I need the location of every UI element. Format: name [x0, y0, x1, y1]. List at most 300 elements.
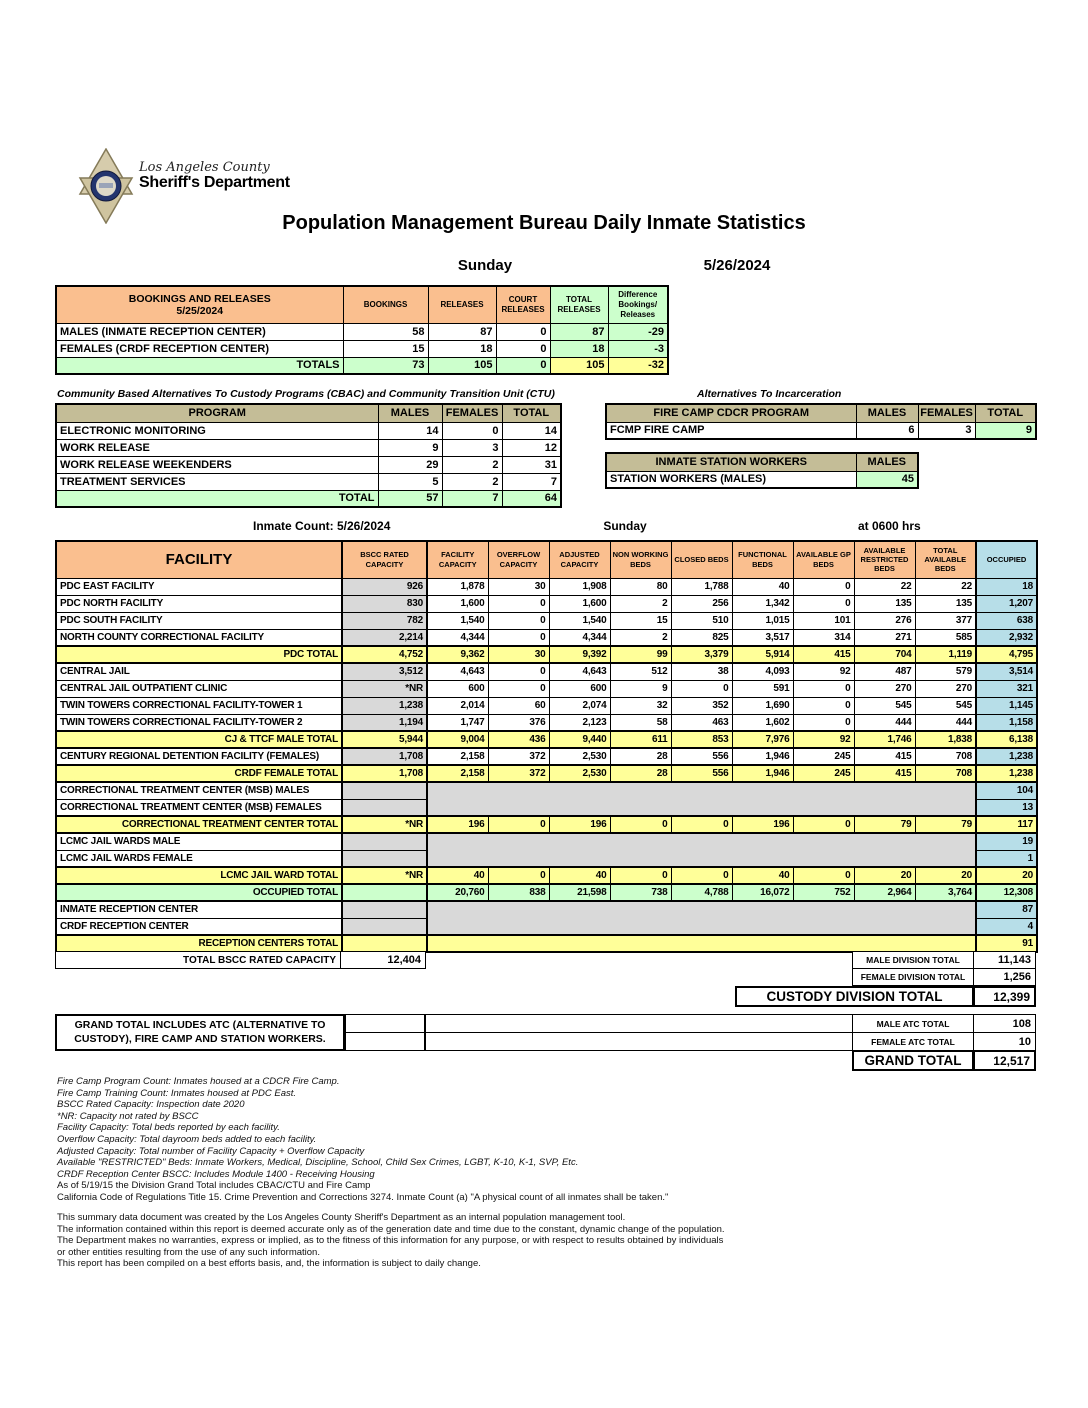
facility-row	[56, 612, 1037, 629]
footnote-line: Adjusted Capacity: Total number of Facility Capacity + Overflow Capacity	[57, 1145, 365, 1157]
bookings-date-line: 5/25/2024	[176, 304, 224, 317]
value-cell: 87	[550, 323, 608, 340]
facility-label: CRDF RECEPTION CENTER	[56, 918, 342, 935]
total-value: 9,392	[549, 646, 610, 663]
value-cell: 1,342	[732, 595, 793, 612]
value-cell: 1,690	[732, 697, 793, 714]
value-cell: 830	[342, 595, 427, 612]
report-date: 5/26/2024	[703, 257, 771, 274]
value-cell: 377	[915, 612, 976, 629]
facility-row	[56, 748, 1037, 765]
total-value: 0	[488, 867, 549, 884]
merged-empty-cell	[427, 901, 976, 935]
value-cell: 14	[502, 422, 561, 439]
total-value: 28	[610, 765, 671, 782]
facility-label: CENTRAL JAIL OUTPATIENT CLINIC	[56, 680, 342, 697]
col-header-males: MALES	[856, 453, 918, 471]
total-value: 1,119	[915, 646, 976, 663]
value-cell: 2,214	[342, 629, 427, 646]
total-value: 57	[378, 490, 442, 507]
col-header-occupied: OCCUPIED	[976, 541, 1037, 578]
female-atc-total-label: FEMALE ATC TOTAL	[852, 1032, 974, 1051]
footnote-line: Fire Camp Program Count: Inmates housed at a CDCR Fire Camp.	[57, 1076, 340, 1087]
value-cell: 31	[502, 456, 561, 473]
value-cell: 101	[793, 612, 854, 629]
value-cell: 29	[378, 456, 442, 473]
value-cell: 30	[488, 578, 549, 595]
total-value: 5,914	[732, 646, 793, 663]
station-workers-table	[605, 452, 919, 489]
cbac-row	[56, 422, 561, 439]
value-cell: 0	[488, 629, 549, 646]
total-value: 1,238	[976, 765, 1037, 782]
col-header-station-workers: INMATE STATION WORKERS	[606, 453, 856, 471]
value-cell: 1,540	[549, 612, 610, 629]
total-value: 6,138	[976, 731, 1037, 748]
value-cell: 14	[378, 422, 442, 439]
facility-label: NORTH COUNTY CORRECTIONAL FACILITY	[56, 629, 342, 646]
value-cell: 0	[488, 680, 549, 697]
total-label: CRDF FEMALE TOTAL	[56, 765, 342, 782]
total-value: 4,752	[342, 646, 427, 663]
occupied-cell: 91	[976, 935, 1037, 952]
value-cell: 1,946	[732, 748, 793, 765]
value-cell: 510	[671, 612, 732, 629]
value-cell: 2	[610, 629, 671, 646]
cbac-section-title: Community Based Alternatives To Custody Programs (CBAC) and Community Transition Unit (CTU)	[57, 388, 555, 400]
bookings-table-title	[56, 286, 343, 323]
value-cell: 0	[488, 612, 549, 629]
bookings-row	[56, 323, 668, 340]
row-label: FEMALES (CRDF RECEPTION CENTER)	[56, 340, 343, 357]
total-value: 0	[671, 816, 732, 833]
value-cell: 0	[488, 595, 549, 612]
value-cell: 1,015	[732, 612, 793, 629]
total-value: 372	[488, 765, 549, 782]
value-cell: 276	[854, 612, 915, 629]
total-value: *NR	[342, 867, 427, 884]
bscc-cell	[342, 782, 427, 799]
value-cell: 0	[793, 697, 854, 714]
row-label: STATION WORKERS (MALES)	[606, 471, 856, 488]
value-cell: 352	[671, 697, 732, 714]
value-cell: 58	[610, 714, 671, 731]
facility-row	[56, 629, 1037, 646]
occupied-cell: 1	[976, 850, 1037, 867]
value-cell: 32	[610, 697, 671, 714]
footnote-line: California Code of Regulations Title 15. Crime Prevention and Corrections 3274. Inmate Count (a) "A physical count of all inmates shall be taken."	[57, 1191, 669, 1203]
value-cell: 376	[488, 714, 549, 731]
total-value: 40	[549, 867, 610, 884]
fire-camp-row	[606, 422, 1036, 439]
total-value: 1,708	[342, 765, 427, 782]
disclaimer	[57, 1212, 725, 1270]
bookings-releases-table	[55, 285, 669, 375]
footnote-line: BSCC Rated Capacity: Inspection date 2020	[57, 1099, 245, 1111]
value-cell: 600	[549, 680, 610, 697]
value-cell: 1,540	[427, 612, 488, 629]
total-value: 704	[854, 646, 915, 663]
value-cell: 0	[793, 680, 854, 697]
facility-row	[56, 714, 1037, 731]
value-cell: 92	[793, 663, 854, 680]
disclaimer-line: The information contained within this report is deemed accurate only as of the generation date and time due to the constant, dynamic change of the population.	[57, 1223, 725, 1235]
value-cell: 579	[915, 663, 976, 680]
value-cell: 1,600	[549, 595, 610, 612]
value-cell: 0	[442, 422, 502, 439]
fire-camp-table	[605, 403, 1037, 440]
total-value: 196	[549, 816, 610, 833]
row-label: WORK RELEASE WEEKENDERS	[56, 456, 378, 473]
total-value: 1,838	[915, 731, 976, 748]
report-day: Sunday	[457, 257, 513, 274]
male-atc-total-value: 108	[973, 1014, 1036, 1033]
totals-value: 73	[343, 357, 428, 374]
page-title: Population Management Bureau Daily Inmate Statistics	[282, 212, 806, 234]
facility-row	[56, 595, 1037, 612]
col-header-females: FEMALES	[918, 404, 975, 422]
col-header-releases: RELEASES	[428, 286, 496, 323]
totals-value: 105	[428, 357, 496, 374]
total-value: 0	[610, 867, 671, 884]
value-cell: 1,207	[976, 595, 1037, 612]
value-cell: 545	[854, 697, 915, 714]
total-value: 20	[915, 867, 976, 884]
value-cell: 782	[342, 612, 427, 629]
value-cell: 271	[854, 629, 915, 646]
inmate-count-day: Sunday	[603, 519, 647, 533]
value-cell: 321	[976, 680, 1037, 697]
value-cell: 28	[610, 748, 671, 765]
total-value: 415	[793, 646, 854, 663]
custody-division-total-value: 12,399	[973, 986, 1036, 1007]
total-value: 20,760	[427, 884, 488, 901]
value-cell: 4,344	[549, 629, 610, 646]
bscc-cell	[342, 799, 427, 816]
occupied-cell: 19	[976, 833, 1037, 850]
male-division-total-value: 11,143	[973, 951, 1036, 969]
total-value: 3,764	[915, 884, 976, 901]
bscc-cell	[342, 918, 427, 935]
col-header-females: FEMALES	[442, 404, 502, 422]
facility-label: TWIN TOWERS CORRECTIONAL FACILITY-TOWER 1	[56, 697, 342, 714]
totals-value: -32	[608, 357, 668, 374]
col-header-non-working-beds: NON WORKING BEDS	[610, 541, 671, 578]
col-header-difference: Difference Bookings/ Releases	[608, 286, 668, 323]
total-value: 838	[488, 884, 549, 901]
col-header-total: TOTAL	[975, 404, 1036, 422]
value-cell: 135	[915, 595, 976, 612]
facility-label: CORRECTIONAL TREATMENT CENTER (MSB) MALES	[56, 782, 342, 799]
total-label: CJ & TTCF MALE TOTAL	[56, 731, 342, 748]
logo-county-text: Los Angeles County	[139, 160, 270, 175]
facility-total-row	[56, 884, 1037, 901]
grand-total-spacer-cell	[345, 1032, 425, 1051]
total-value: 9,440	[549, 731, 610, 748]
value-cell: 2	[442, 456, 502, 473]
cbac-row	[56, 439, 561, 456]
total-value: 1,946	[732, 765, 793, 782]
facility-label: TWIN TOWERS CORRECTIONAL FACILITY-TOWER 2	[56, 714, 342, 731]
totals-label: TOTALS	[56, 357, 343, 374]
total-value: 2,158	[427, 765, 488, 782]
grand-total-spacer-cell	[345, 1014, 425, 1033]
bscc-cell	[342, 901, 427, 918]
value-cell: 270	[915, 680, 976, 697]
total-value: 20	[976, 867, 1037, 884]
total-value: 92	[793, 731, 854, 748]
value-cell: 2,530	[549, 748, 610, 765]
value-cell: 22	[915, 578, 976, 595]
value-cell: -29	[608, 323, 668, 340]
value-cell: 18	[428, 340, 496, 357]
value-cell: 270	[854, 680, 915, 697]
value-cell: 4,093	[732, 663, 793, 680]
facility-row	[56, 697, 1037, 714]
total-value: 196	[427, 816, 488, 833]
col-header-overflow-capacity: OVERFLOW CAPACITY	[488, 541, 549, 578]
cbac-table	[55, 403, 562, 508]
value-cell: 3	[442, 439, 502, 456]
disclaimer-line: This summary data document was created by the Los Angeles County Sheriff's Department as an internal population management tool.	[57, 1212, 626, 1223]
facility-total-row	[56, 935, 1037, 952]
total-value: 0	[671, 867, 732, 884]
total-value: 5,944	[342, 731, 427, 748]
total-value: 2,964	[854, 884, 915, 901]
occupied-cell: 13	[976, 799, 1037, 816]
footnote-line: *NR: Capacity not rated by BSCC	[57, 1110, 199, 1122]
bookings-totals-row	[56, 357, 668, 374]
total-value: 117	[976, 816, 1037, 833]
facility-row	[56, 782, 1037, 799]
total-value: 9,004	[427, 731, 488, 748]
total-value: 752	[793, 884, 854, 901]
value-cell: 2	[442, 473, 502, 490]
value-cell: 600	[427, 680, 488, 697]
facility-label: CENTRAL JAIL	[56, 663, 342, 680]
value-cell: 0	[793, 578, 854, 595]
col-header-total-available-beds: TOTAL AVAILABLE BEDS	[915, 541, 976, 578]
footnote-line: As of 5/19/15 the Division Grand Total includes CBAC/CTU and Fire Camp	[57, 1180, 371, 1192]
row-label: FCMP FIRE CAMP	[606, 422, 856, 439]
total-value: 4,795	[976, 646, 1037, 663]
total-value: 3,379	[671, 646, 732, 663]
total-value: 0	[610, 816, 671, 833]
bscc-cell	[342, 833, 427, 850]
value-cell: 591	[732, 680, 793, 697]
total-value: 196	[732, 816, 793, 833]
value-cell: 9	[378, 439, 442, 456]
total-value: 245	[793, 765, 854, 782]
total-label: RECEPTION CENTERS TOTAL	[56, 935, 342, 952]
male-atc-total-label: MALE ATC TOTAL	[852, 1014, 974, 1033]
col-header-facility-capacity: FACILITY CAPACITY	[427, 541, 488, 578]
value-cell: 18	[550, 340, 608, 357]
value-cell: 1,747	[427, 714, 488, 731]
row-label: TREATMENT SERVICES	[56, 473, 378, 490]
facility-row	[56, 578, 1037, 595]
col-header-bscc-rated-capacity: BSCC RATED CAPACITY	[342, 541, 427, 578]
value-cell: 58	[343, 323, 428, 340]
total-value: 7,976	[732, 731, 793, 748]
footnote-line: CRDF Reception Center BSCC: Includes Module 1400 - Receiving Housing	[57, 1168, 375, 1180]
row-label: MALES (INMATE RECEPTION CENTER)	[56, 323, 343, 340]
cbac-row	[56, 456, 561, 473]
custody-division-total-label: CUSTODY DIVISION TOTAL	[735, 986, 974, 1007]
total-value: 0	[488, 816, 549, 833]
value-cell: 3,512	[342, 663, 427, 680]
col-header-males: MALES	[378, 404, 442, 422]
total-value: 79	[854, 816, 915, 833]
value-cell: 487	[854, 663, 915, 680]
merged-empty-cell	[427, 782, 976, 816]
value-cell: 135	[854, 595, 915, 612]
value-cell: 87	[428, 323, 496, 340]
value-cell: 1,908	[549, 578, 610, 595]
facility-label: CENTURY REGIONAL DETENTION FACILITY (FEMALES)	[56, 748, 342, 765]
footnote-line: Overflow Capacity: Total dayroom beds added to each facility.	[57, 1133, 317, 1145]
total-label: PDC TOTAL	[56, 646, 342, 663]
value-cell: 1,158	[976, 714, 1037, 731]
total-value: 415	[854, 765, 915, 782]
female-division-total-label: FEMALE DIVISION TOTAL	[852, 968, 974, 986]
col-header-males: MALES	[856, 404, 918, 422]
value-cell: 5	[378, 473, 442, 490]
grand-total-note: GRAND TOTAL INCLUDES ATC (ALTERNATIVE TO CUSTODY), FIRE CAMP AND STATION WORKERS.	[55, 1014, 345, 1051]
footnote-line: Available "RESTRICTED" Beds: Inmate Workers, Medical, Discipline, School, Child Sex Crimes, LGBT, K-10, K-1, SVP, Etc.	[57, 1157, 579, 1169]
value-cell: 0	[496, 340, 550, 357]
total-label: CORRECTIONAL TREATMENT CENTER TOTAL	[56, 816, 342, 833]
value-cell: 638	[976, 612, 1037, 629]
value-cell: 40	[732, 578, 793, 595]
bscc-cell	[342, 935, 427, 952]
value-cell: 314	[793, 629, 854, 646]
value-cell: 463	[671, 714, 732, 731]
merged-empty-cell	[427, 833, 976, 867]
total-value: 79	[915, 816, 976, 833]
value-cell: 7	[502, 473, 561, 490]
bookings-title-line: BOOKINGS AND RELEASES	[128, 292, 271, 305]
value-cell: 1,602	[732, 714, 793, 731]
value-cell: 444	[854, 714, 915, 731]
occupied-cell: 104	[976, 782, 1037, 799]
value-cell: 9	[610, 680, 671, 697]
total-bscc-rated-capacity-value: 12,404	[340, 951, 426, 969]
value-cell: 18	[976, 578, 1037, 595]
value-cell: 256	[671, 595, 732, 612]
value-cell: 4,643	[549, 663, 610, 680]
value-cell: 1,194	[342, 714, 427, 731]
col-header-functional-beds: FUNCTIONAL BEDS	[732, 541, 793, 578]
footnotes	[57, 1076, 668, 1204]
value-cell: 1,145	[976, 697, 1037, 714]
total-value: 0	[793, 816, 854, 833]
logo-department-text: Sheriff's Department	[139, 174, 290, 191]
bookings-row	[56, 340, 668, 357]
facility-label: LCMC JAIL WARDS FEMALE	[56, 850, 342, 867]
value-cell: 60	[488, 697, 549, 714]
grand-total-value: 12,517	[973, 1050, 1036, 1071]
total-value: 30	[488, 646, 549, 663]
ati-section-title: Alternatives To Incarceration	[697, 388, 842, 400]
total-label: LCMC JAIL WARD TOTAL	[56, 867, 342, 884]
total-value: 0	[793, 867, 854, 884]
disclaimer-line: The Department makes no warranties, express or implied, as to the fitness of this information for any purpose, or with respect to results obtained by individuals	[57, 1235, 724, 1247]
value-cell: *NR	[342, 680, 427, 697]
col-header-total: TOTAL	[502, 404, 561, 422]
value-cell: 545	[915, 697, 976, 714]
cbac-row	[56, 473, 561, 490]
grand-total-label: GRAND TOTAL	[852, 1050, 974, 1071]
col-header-available-gp-beds: AVAILABLE GP BEDS	[793, 541, 854, 578]
total-value: 20	[854, 867, 915, 884]
value-cell: 3,514	[976, 663, 1037, 680]
value-cell: 4,643	[427, 663, 488, 680]
total-value: 738	[610, 884, 671, 901]
value-cell: 2,074	[549, 697, 610, 714]
facility-total-row	[56, 731, 1037, 748]
female-atc-total-value: 10	[973, 1032, 1036, 1051]
total-label: OCCUPIED TOTAL	[56, 884, 342, 901]
total-value: 708	[915, 765, 976, 782]
total-value: 40	[732, 867, 793, 884]
facility-row	[56, 901, 1037, 918]
value-cell: 0	[496, 323, 550, 340]
value-cell: 825	[671, 629, 732, 646]
totals-value: 105	[550, 357, 608, 374]
total-value: 21,598	[549, 884, 610, 901]
value-cell: 245	[793, 748, 854, 765]
inmate-count-time: at 0600 hrs	[858, 519, 921, 533]
value-cell: 12	[502, 439, 561, 456]
total-value: 64	[502, 490, 561, 507]
value-cell: 15	[343, 340, 428, 357]
value-cell: 3,517	[732, 629, 793, 646]
value-cell: 512	[610, 663, 671, 680]
value-cell: 0	[671, 680, 732, 697]
value-cell: 0	[488, 663, 549, 680]
station-workers-row	[606, 471, 918, 488]
total-label: TOTAL	[56, 490, 378, 507]
bscc-cell	[342, 850, 427, 867]
facility-label: PDC SOUTH FACILITY	[56, 612, 342, 629]
value-cell: 585	[915, 629, 976, 646]
value-cell: 2,158	[427, 748, 488, 765]
facility-label: PDC NORTH FACILITY	[56, 595, 342, 612]
col-header-total-releases: TOTAL RELEASES	[550, 286, 608, 323]
value-cell: -3	[608, 340, 668, 357]
total-value: 436	[488, 731, 549, 748]
totals-value: 0	[496, 357, 550, 374]
total-value: 4,788	[671, 884, 732, 901]
value-cell: 3	[918, 422, 975, 439]
col-header-program: PROGRAM	[56, 404, 378, 422]
facility-row	[56, 833, 1037, 850]
value-cell: 4,344	[427, 629, 488, 646]
total-value: 1,746	[854, 731, 915, 748]
value-cell: 9	[975, 422, 1036, 439]
occupied-cell: 4	[976, 918, 1037, 935]
occupied-cell: 87	[976, 901, 1037, 918]
value-cell: 6	[856, 422, 918, 439]
facility-statistics-table	[55, 540, 1038, 953]
value-cell: 444	[915, 714, 976, 731]
value-cell: 1,708	[342, 748, 427, 765]
value-cell: 22	[854, 578, 915, 595]
col-header-adjusted-capacity: ADJUSTED CAPACITY	[549, 541, 610, 578]
total-value: 853	[671, 731, 732, 748]
female-division-total-value: 1,256	[973, 968, 1036, 986]
